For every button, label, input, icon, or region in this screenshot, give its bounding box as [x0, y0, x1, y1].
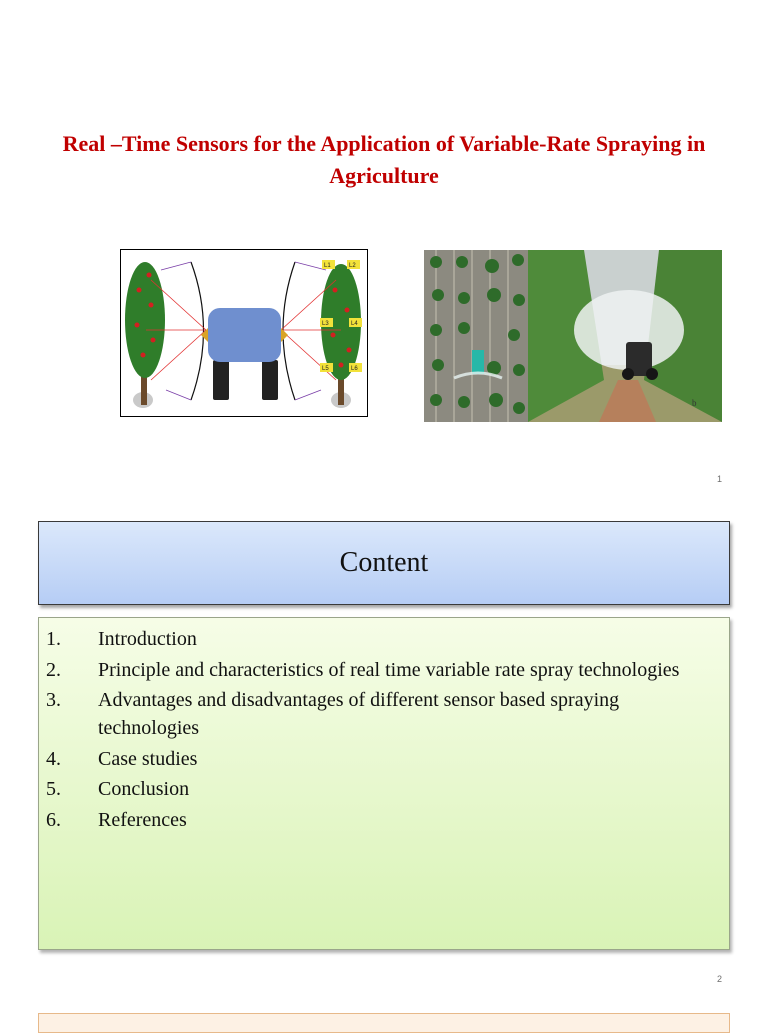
sensor-label: L4: [351, 321, 358, 327]
table-of-contents-box: [38, 617, 730, 950]
list-item-number: 2.: [46, 658, 61, 681]
list-item-number: 6.: [46, 808, 61, 831]
table-of-contents: [39, 618, 729, 834]
list-item: [39, 806, 729, 834]
list-item-text: Case studies: [98, 747, 198, 770]
sensor-label: L6: [351, 366, 358, 372]
list-item: [39, 775, 729, 803]
sensor-label: L5: [322, 366, 329, 372]
sensor-label: L3: [322, 321, 329, 327]
page-number: 1: [716, 474, 722, 484]
sprayer-schematic-figure: [120, 249, 368, 417]
page-number: 2: [716, 974, 722, 984]
sprayer-vehicle-icon: [201, 308, 288, 400]
sensor-label: L2: [349, 263, 356, 269]
list-item-text: Advantages and disadvantages of different sensor based spraying technologies: [98, 689, 620, 739]
list-item-text: Introduction: [98, 628, 197, 650]
left-tree-icon: [125, 262, 165, 408]
content-heading-box: [38, 521, 730, 605]
list-item-number: 3.: [46, 689, 61, 711]
sprayer-schematic-drawing: [121, 250, 367, 416]
next-slide-box: [38, 1013, 730, 1033]
sensor-label: L1: [324, 263, 331, 269]
list-item: [39, 625, 729, 653]
list-item-number: 1.: [46, 628, 61, 650]
orchard-spraying-illustration: [424, 250, 722, 422]
orchard-spraying-photo: [424, 250, 722, 422]
content-heading: Content: [339, 547, 429, 578]
list-item-text: Conclusion: [98, 778, 190, 800]
list-item-number: 4.: [46, 747, 61, 770]
list-item: [39, 745, 729, 773]
right-tree-icon: [321, 264, 361, 408]
slide-title: Real –Time Sensors for the Application of Variable-Rate Spraying in Agriculture: [62, 131, 706, 188]
list-item-text: Principle and characteristics of real time variable rate spray technologies: [98, 658, 680, 681]
list-item-number: 5.: [46, 778, 61, 800]
list-item: [39, 656, 729, 684]
list-item: [39, 686, 729, 742]
list-item-text: References: [98, 808, 187, 831]
photo-label: b: [692, 398, 697, 408]
